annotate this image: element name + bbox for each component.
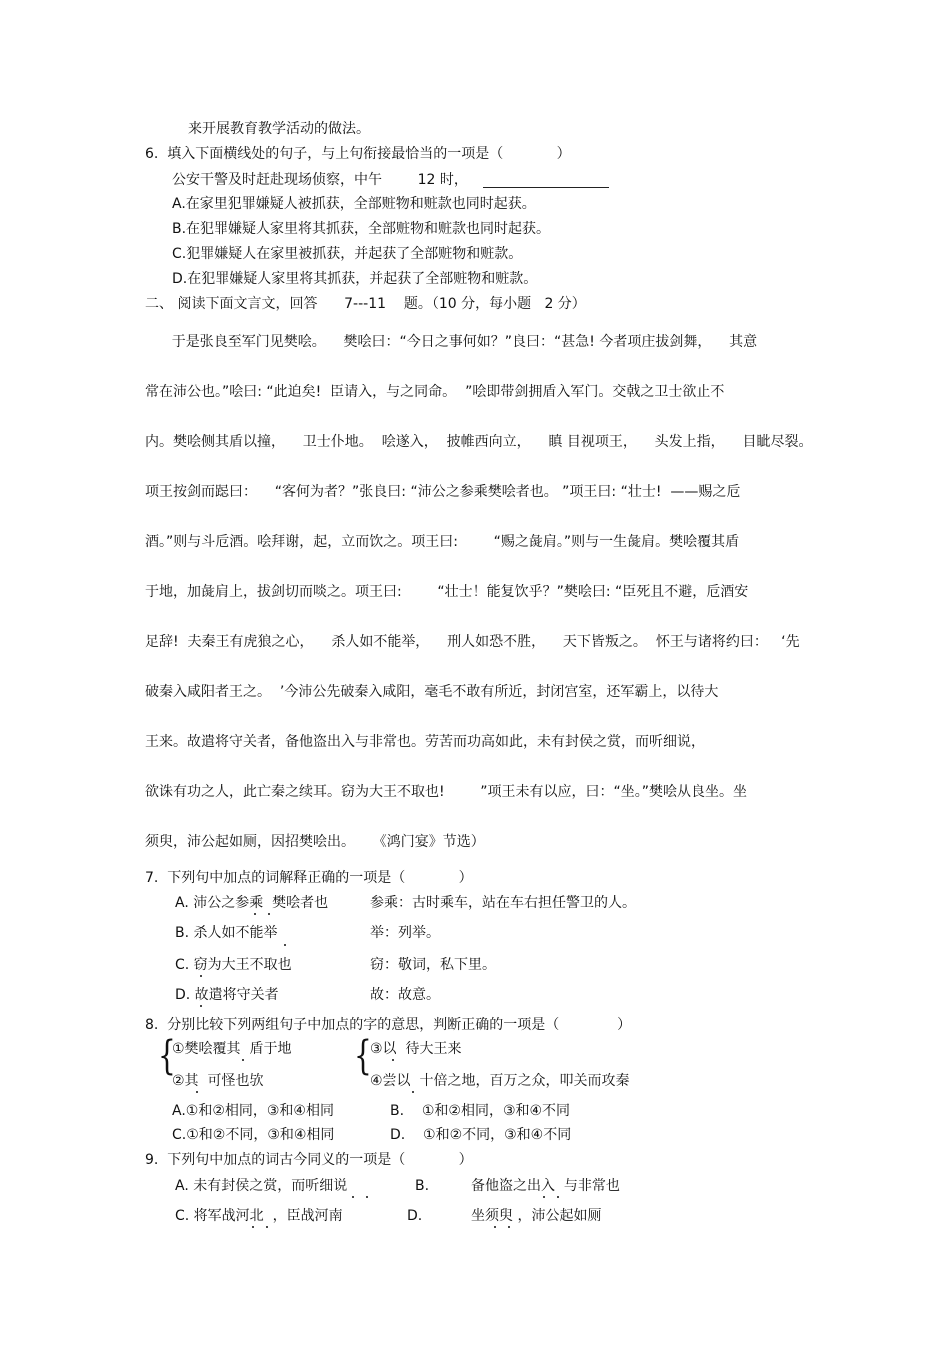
emphasis-dot [508, 1226, 510, 1228]
emphasis-dot [392, 1059, 394, 1061]
q9-stem: 9. 下列句中加点的词古今同义的一项是（ ） [145, 1152, 473, 1168]
passage-line: 须臾，沛公起如厕，因招樊哙出。 《鸿门宴》节选） [145, 834, 485, 850]
emphasis-dot [200, 975, 202, 977]
section-heading: 二、 阅读下面文言文，回答 7---11 题。（10 分，每小题 2 分） [145, 296, 586, 312]
passage-line: 项王按剑而跽曰： “客何为者？”张良曰: “沛公之参乘樊哙者也。 ”项王曰: “壮士! ——赐之卮 [145, 484, 741, 500]
q6-option-d: D.在犯罪嫌疑人家里将其抓获，并起获了全部赃物和赃款。 [172, 271, 538, 287]
q9-option-a: A. 未有封侯之赏，而听细说 [175, 1178, 348, 1194]
q8-option-c: C.①和②不同，③和④相同 [172, 1127, 335, 1143]
q7-option-c-note: 窃：敬词，私下里。 [370, 957, 496, 973]
passage-line: 酒。”则与斗卮酒。哙拜谢，起，立而饮之。项王曰: “赐之彘肩。”则与一生彘肩。樊哙覆其盾 [145, 534, 740, 550]
q8-sentence-3: ③以 待大王来 [370, 1041, 462, 1057]
passage-line: 王来。故遣将守关者，备他盗出入与非常也。劳苦而功高如此，未有封侯之赏，而听细说， [145, 734, 705, 750]
q7-stem: 7. 下列句中加点的词解释正确的一项是（ ） [145, 870, 473, 886]
top-line: 来开展教育教学活动的做法。 [188, 121, 370, 137]
q7-option-d-note: 故：故意。 [370, 987, 440, 1003]
q7-option-b-note: 举：列举。 [370, 925, 440, 941]
q6-prompt: 公安干警及时赶赴现场侦察，中午 12 时， [172, 172, 468, 188]
q9-option-d-text: 坐须臾 ，沛公起如厕 [471, 1208, 602, 1224]
emphasis-dot [412, 1091, 414, 1093]
left-brace-group1: { [158, 1033, 176, 1079]
q8-option-b: B. ①和②相同，③和④不同 [390, 1103, 571, 1119]
emphasis-dot [494, 1226, 496, 1228]
q6-option-c: C.犯罪嫌疑人在家里被抓获，并起获了全部赃物和赃款。 [172, 246, 523, 262]
q6-stem: 6. 填入下面横线处的句子，与上句衔接最恰当的一项是（ ） [145, 146, 571, 162]
passage-line: 于地，加彘肩上，拔剑切而啖之。项王曰: “壮士！能复饮乎？”樊哙曰: “臣死且不避，卮酒安 [145, 584, 749, 600]
emphasis-dot [254, 913, 256, 915]
q8-sentence-1: ①樊哙覆其 盾于地 [172, 1041, 292, 1057]
passage-line: 足辞! 夫秦王有虎狼之心， 杀人如不能举， 刑人如恐不胜， 天下皆叛之。 怀王与诸将约曰： ‘先 [145, 634, 800, 650]
q7-option-d: D. 故遣将守关者 [175, 987, 279, 1003]
q8-sentence-2: ②其 可怪也欤 [172, 1073, 264, 1089]
q9-option-c: C. 将军战河北 ，臣战河南 [175, 1208, 343, 1224]
q8-stem: 8. 分别比较下列两组句子中加点的字的意思，判断正确的一项是（ ） [145, 1017, 632, 1033]
emphasis-dot [284, 944, 286, 946]
q8-option-d: D. ①和②不同，③和④不同 [390, 1127, 572, 1143]
passage-line: 欲诛有功之人，此亡秦之续耳。窃为大王不取也! ”项王未有以应，曰：“坐。”樊哙从良坐。坐 [145, 784, 747, 800]
passage-line: 破秦入咸阳者王之。 ’今沛公先破秦入咸阳，毫毛不敢有所近，封闭宫室，还军霸上，以待大 [145, 684, 719, 700]
emphasis-dot [266, 1226, 268, 1228]
emphasis-dot [543, 1196, 545, 1198]
left-brace-group2: { [354, 1033, 372, 1079]
q7-option-a: A. 沛公之参乘 樊哙者也 [175, 895, 329, 911]
q6-option-a: A.在家里犯罪嫌疑人被抓获，全部赃物和赃款也同时起获。 [172, 196, 536, 212]
q7-option-c: C. 窃为大王不取也 [175, 957, 292, 973]
emphasis-dot [366, 1196, 368, 1198]
q9-option-b-text: 备他盗之出入 与非常也 [471, 1178, 620, 1194]
emphasis-dot [352, 1196, 354, 1198]
passage-line: 内。樊哙侧其盾以撞， 卫士仆地。 哙遂入， 披帷西向立， 瞋 目视项王， 头发上指， 目眦尽裂。 [145, 434, 813, 450]
q6-option-b: B.在犯罪嫌疑人家里将其抓获，全部赃物和赃款也同时起获。 [172, 221, 551, 237]
q9-option-d-label: D. [407, 1208, 423, 1224]
q8-sentence-4: ④尝以 十倍之地，百万之众，叩关而攻秦 [370, 1073, 630, 1089]
q7-option-a-note: 参乘：古时乘车，站在车右担任警卫的人。 [370, 895, 636, 911]
q8-option-a: A.①和②相同，③和④相同 [172, 1103, 334, 1119]
passage-line: 于是张良至军门见樊哙。 樊哙曰：“今日之事何如？”良曰：“甚急! 今者项庄拔剑舞， 其意 [145, 334, 758, 350]
emphasis-dot [242, 1059, 244, 1061]
q7-option-b: B. 杀人如不能举 [175, 925, 278, 941]
q9-option-b-label: B. [415, 1178, 430, 1194]
emphasis-dot [200, 1005, 202, 1007]
passage-line: 常在沛公也。”哙曰: “此迫矣! 臣请入，与之同命。 ”哙即带剑拥盾入军门。交戟之卫士欲止不 [145, 384, 725, 400]
q6-fill-blank [483, 186, 609, 188]
emphasis-dot [268, 913, 270, 915]
emphasis-dot [196, 1091, 198, 1093]
emphasis-dot [252, 1226, 254, 1228]
emphasis-dot [557, 1196, 559, 1198]
